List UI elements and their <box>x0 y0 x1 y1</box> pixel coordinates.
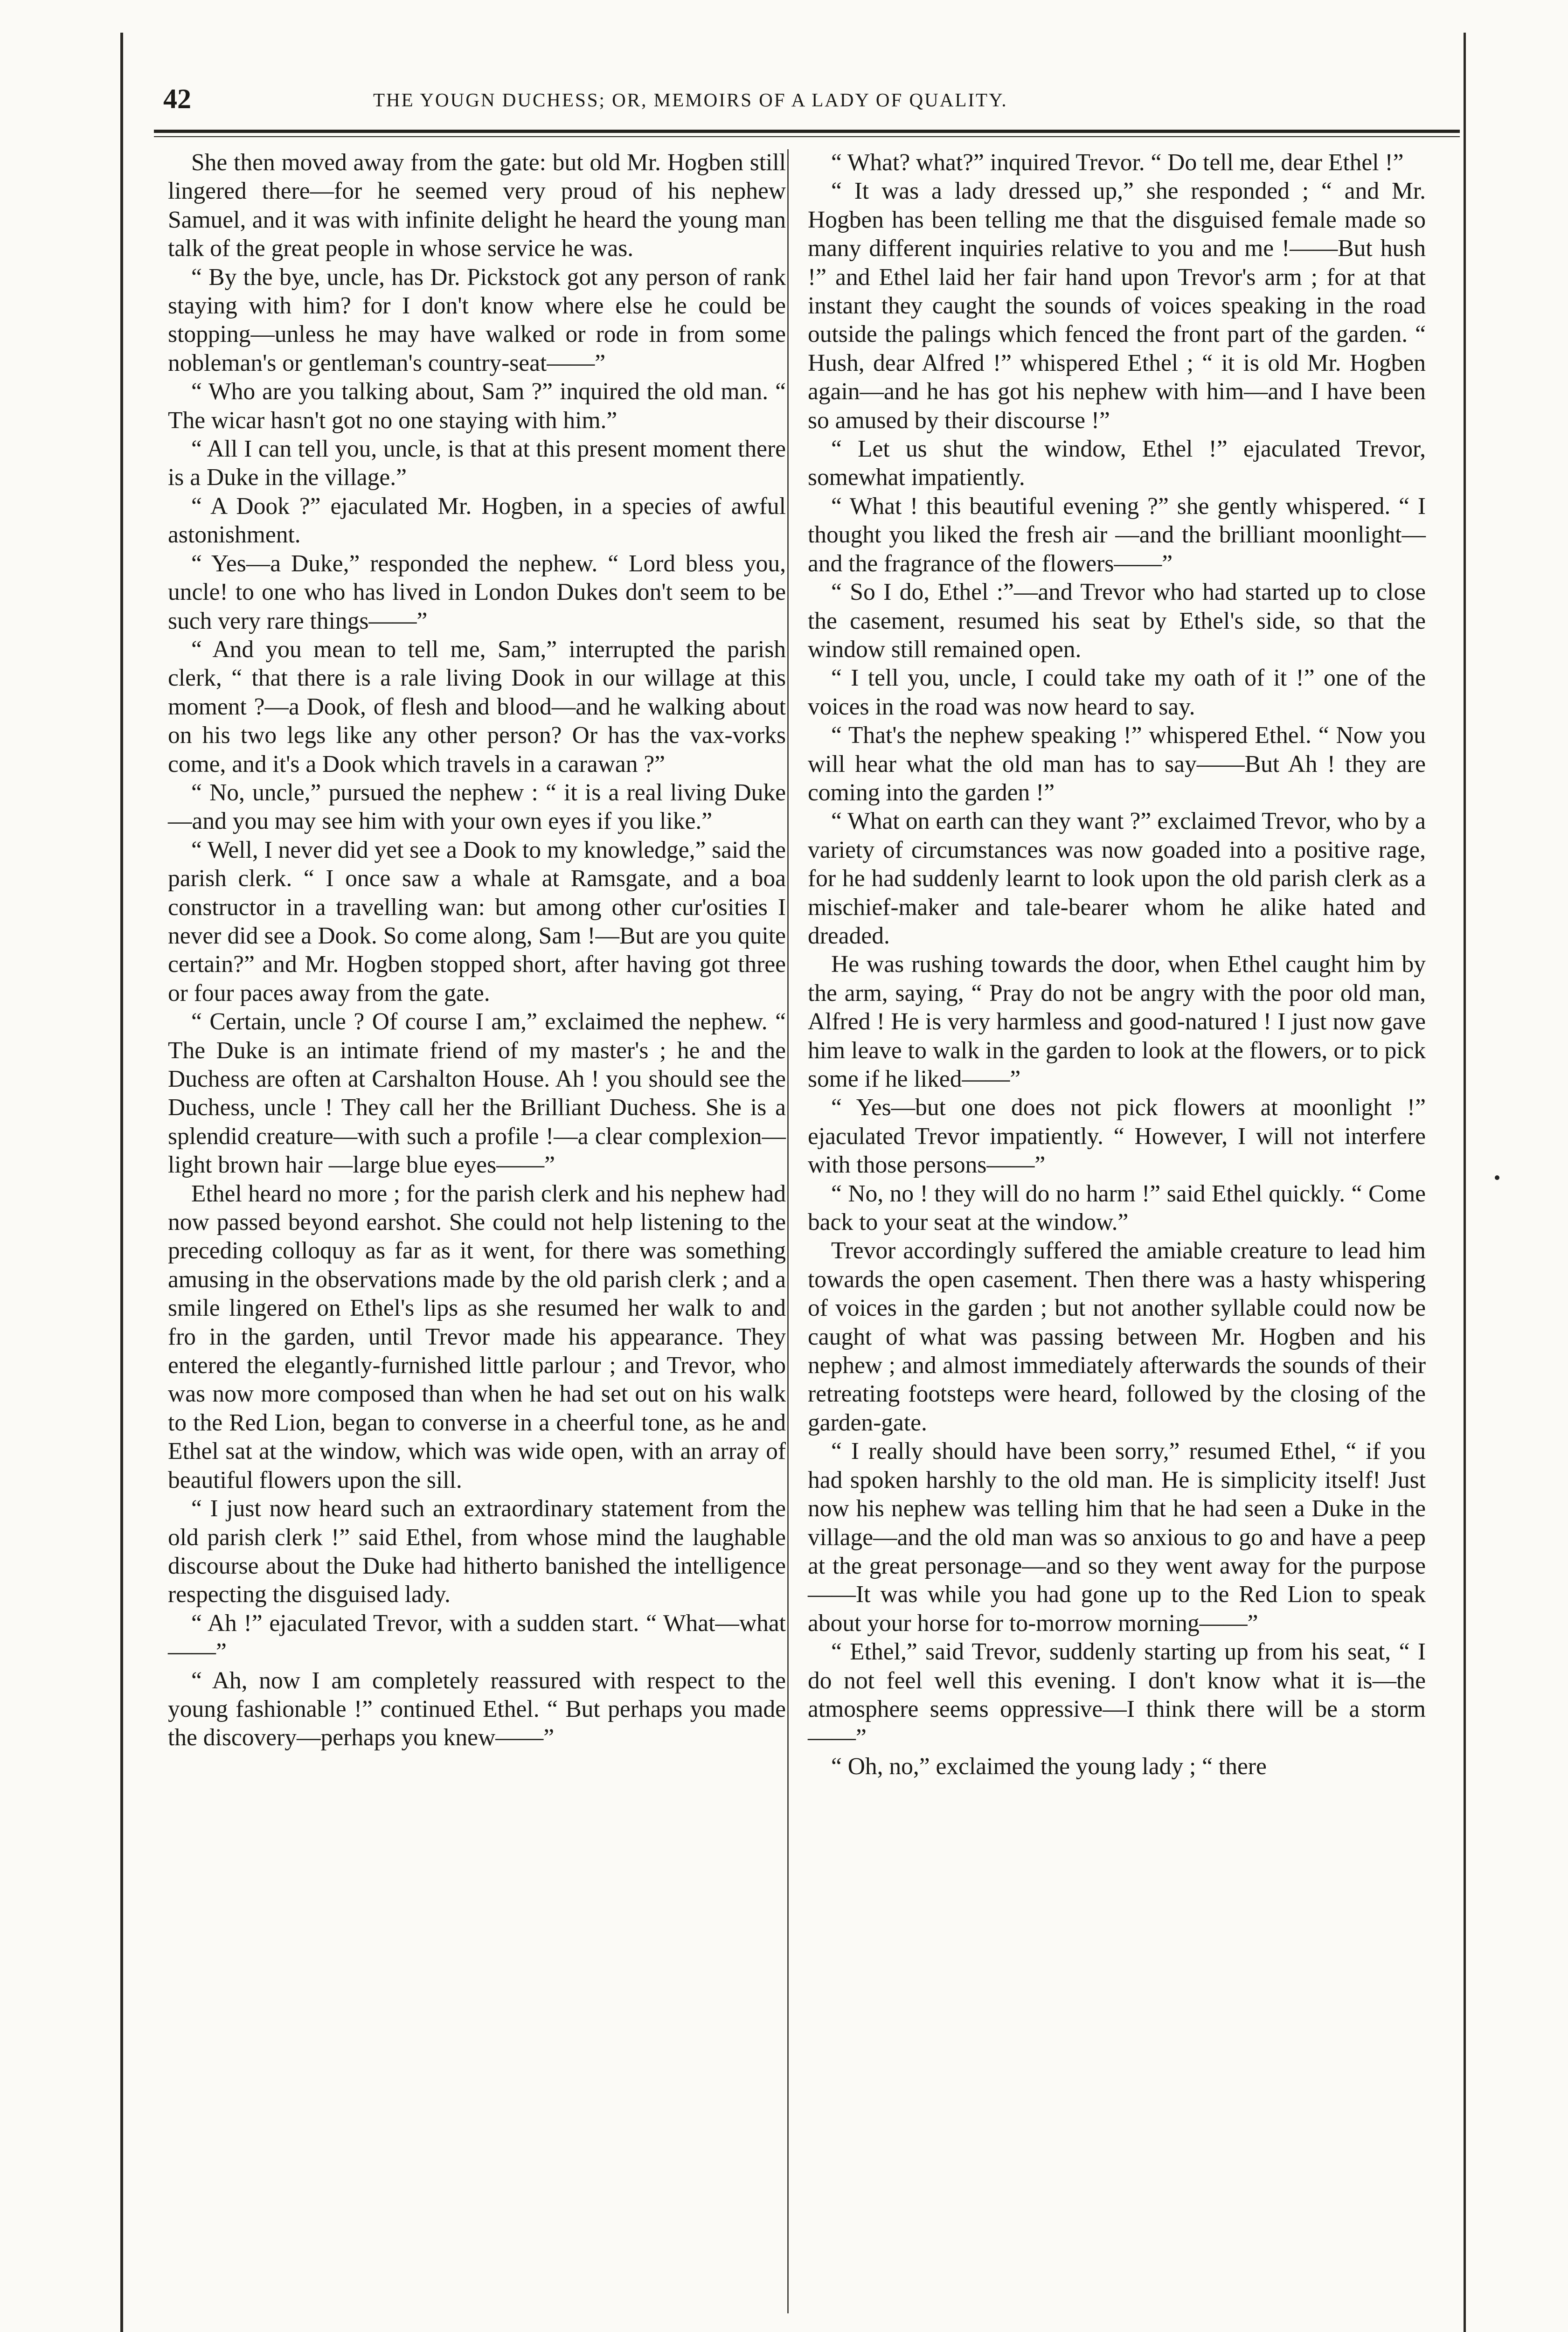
paragraph: “ By the bye, uncle, has Dr. Pickstock got any person of rank staying with him? for I don't know where else he could be stopping—unless he may have walked or rode in from some nobleman's or gentleman's country-seat——” <box>168 264 786 376</box>
paragraph: “ No, no ! they will do no harm !” said Ethel quickly. “ Come back to your seat at the window.” <box>808 1180 1426 1236</box>
page-header <box>154 83 1455 120</box>
paragraph: “ I just now heard such an extraordinary statement from the old parish clerk !” said Ethel, from whose mind the laughable discourse about the Duke had hitherto banished the intelligence respecting the disguised lady. <box>168 1495 786 1608</box>
paragraph: “ Who are you talking about, Sam ?” inquired the old man. “ The wicar hasn't got no one staying with him.” <box>168 378 786 434</box>
page-number: 42 <box>163 83 191 114</box>
paragraph: Ethel heard no more ; for the parish clerk and his nephew had now passed beyond earshot. She could not help listening to the preceding colloquy as far as it went, for there was something amusing in the observations made by the old parish clerk ; and a smile lingered on Ethel's lips as she resumed her walk to and fro in the garden, until Trevor made his appearance. They entered the elegantly-furnished little parlour ; and Trevor, who was now more composed than when he had set out on his walk to the Red Lion, began to converse in a cheerful tone, as he and Ethel sat at the window, which was wide open, with an array of beautiful flowers upon the sill. <box>168 1180 786 1493</box>
paragraph: “ I really should have been sorry,” resumed Ethel, “ if you had spoken harshly to the old man. He is simplicity itself! Just now his nephew was telling him that he had seen a Duke in the village—and the old man was so anxious to go and have a peep at the great personage—and so they went away for the purpose——It was while you had gone up to the Red Lion to speak about your horse for to-morrow morning——” <box>808 1438 1426 1637</box>
paragraph: “ Ethel,” said Trevor, suddenly starting up from his seat, “ I do not feel well this evening. I don't know what it is—the atmosphere seems oppressive—I think there will be a storm——” <box>808 1638 1426 1751</box>
paragraph: She then moved away from the gate: but old Mr. Hogben still lingered there—for he seemed very proud of his nephew Samuel, and it was with infinite delight he heard the young man talk of the great people in whose service he was. <box>168 149 786 262</box>
right-column <box>808 148 1426 1781</box>
paragraph: “ All I can tell you, uncle, is that at this present moment there is a Duke in the village.” <box>168 436 786 491</box>
paragraph: “ Certain, uncle ? Of course I am,” exclaimed the nephew. “ The Duke is an intimate friend of my master's ; he and the Duchess are often at Carshalton House. Ah ! you should see the Duchess, uncle ! They call her the Brilliant Duchess. She is a splendid creature—with such a profile !—a clear complexion—light brown hair —large blue eyes——” <box>168 1008 786 1179</box>
left-column <box>168 148 786 1752</box>
paragraph: “ It was a lady dressed up,” she responded ; “ and Mr. Hogben has been telling me that the disguised female made so many different inquiries relative to you and me !——But hush !” and Ethel laid her fair hand upon Trevor's arm ; for at that instant they caught the sounds of voices speaking in the road outside the palings which fenced the front part of the garden. “ Hush, dear Alfred !” whispered Ethel ; “ it is old Mr. Hogben again—and he has got his nephew with him—and I have been so amused by their discourse !” <box>808 178 1426 434</box>
running-head: THE YOUGN DUCHESS; OR, MEMOIRS OF A LADY OF QUALITY. <box>373 89 1008 111</box>
paragraph: “ Ah, now I am completely reassured with respect to the young fashionable !” continued Ethel. “ But perhaps you made the discovery—perhaps you knew——” <box>168 1667 786 1751</box>
paragraph: “ Ah !” ejaculated Trevor, with a sudden start. “ What—what——” <box>168 1610 786 1666</box>
paragraph: “ That's the nephew speaking !” whispered Ethel. “ Now you will hear what the old man has to say——But Ah ! they are coming into the garden !” <box>808 722 1426 806</box>
margin-ink-dot <box>1495 1175 1499 1180</box>
paragraph: “ What? what?” inquired Trevor. “ Do tell me, dear Ethel !” <box>831 149 1404 176</box>
paragraph: “ And you mean to tell me, Sam,” interrupted the parish clerk, “ that there is a rale living Dook in our willage at this moment ?—a Dook, of flesh and blood—and he walking about on his two legs like any other person? Or has the vax-vorks come, and it's a Dook which travels in a carawan ?” <box>168 636 786 777</box>
paragraph: “ What on earth can they want ?” exclaimed Trevor, who by a variety of circumstances was now goaded into a positive rage, for he had suddenly learnt to look upon the old parish clerk as a mischief-maker and tale-bearer whom he alike hated and dreaded. <box>808 808 1426 949</box>
paragraph: “ What ! this beautiful evening ?” she gently whispered. “ I thought you liked the fresh air —and the brilliant moonlight—and the fragrance of the flowers——” <box>808 493 1426 577</box>
paragraph: “ A Dook ?” ejaculated Mr. Hogben, in a species of awful astonishment. <box>168 493 786 548</box>
paragraph: Trevor accordingly suffered the amiable creature to lead him towards the open casement. Then there was a hasty whispering of voices in the garden ; but not another syllable could now be caught of what was passing between Mr. Hogben and his nephew ; and almost immediately afterwards the sounds of their retreating footsteps were heard, followed by the closing of the garden-gate. <box>808 1237 1426 1436</box>
column-divider <box>787 149 789 2313</box>
paragraph: “ I tell you, uncle, I could take my oath of it !” one of the voices in the road was now heard to say. <box>808 665 1426 720</box>
paragraph: “ No, uncle,” pursued the nephew : “ it is a real living Duke—and you may see him with your own eyes if you like.” <box>168 779 786 835</box>
paragraph: “ Let us shut the window, Ethel !” ejaculated Trevor, somewhat impatiently. <box>808 436 1426 491</box>
page-frame-right-border <box>1464 33 1466 2332</box>
paragraph: He was rushing towards the door, when Ethel caught him by the arm, saying, “ Pray do not be angry with the poor old man, Alfred ! He is very harmless and good-natured ! I just now gave him leave to walk in the garden to look at the flowers, or to pick some if he liked——” <box>808 951 1426 1092</box>
header-rule-thin <box>154 136 1460 137</box>
paragraph: “ Yes—a Duke,” responded the nephew. “ Lord bless you, uncle! to one who has lived in London Dukes don't seem to be such very rare things——” <box>168 550 786 634</box>
paragraph: “ Well, I never did yet see a Dook to my knowledge,” said the parish clerk. “ I once saw a whale at Ramsgate, and a boa constructor in a travelling wan: but among other cur'osities I never did see a Dook. So come along, Sam !—But are you quite certain?” and Mr. Hogben stopped short, after having got three or four paces away from the gate. <box>168 836 786 1006</box>
paragraph: “ So I do, Ethel :”—and Trevor who had started up to close the casement, resumed his seat by Ethel's side, so that the window still remained open. <box>808 579 1426 663</box>
paragraph: “ Oh, no,” exclaimed the young lady ; “ there <box>831 1753 1267 1780</box>
header-rule <box>154 130 1460 133</box>
paragraph: “ Yes—but one does not pick flowers at moonlight !” ejaculated Trevor impatiently. “ However, I will not interfere with those persons——” <box>808 1094 1426 1179</box>
page-frame-left-border <box>120 33 123 2332</box>
